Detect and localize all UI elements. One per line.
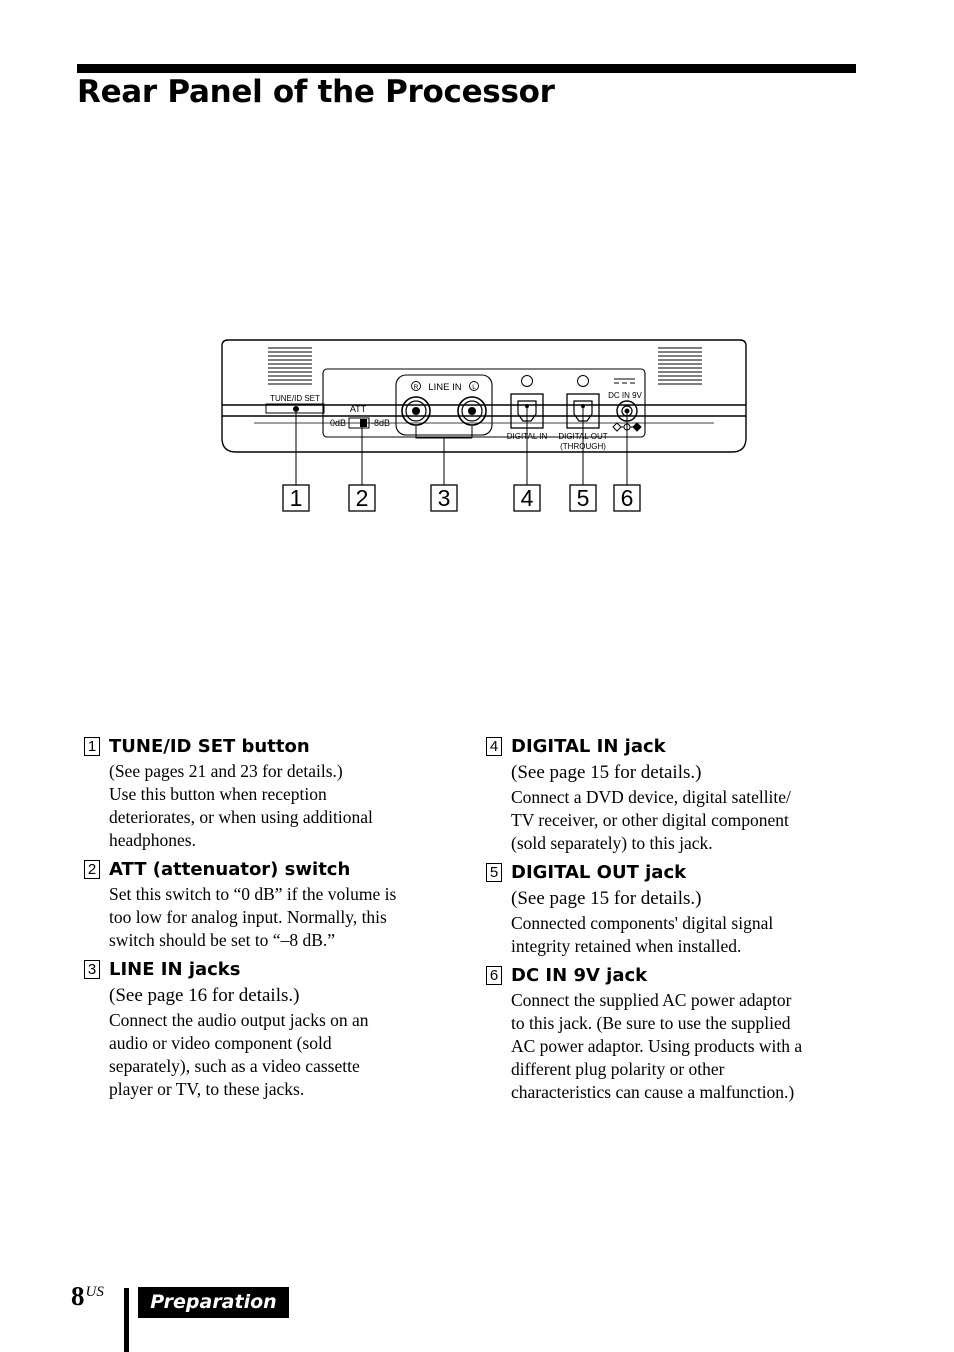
item-att-switch bbox=[84, 857, 444, 952]
att-0db-label: 0dB bbox=[329, 418, 346, 428]
item-dc-in bbox=[486, 963, 866, 1104]
vent-right bbox=[658, 348, 702, 384]
item-number: 4 bbox=[486, 737, 502, 756]
item-title: TUNE/ID SET button bbox=[109, 736, 310, 757]
line-in-label: LINE IN bbox=[428, 382, 462, 393]
item-title: ATT (attenuator) switch bbox=[109, 859, 351, 880]
item-title: DIGITAL OUT jack bbox=[511, 862, 687, 883]
item-body-line: audio or video component (sold bbox=[109, 1033, 332, 1053]
item-tune-id-set bbox=[84, 734, 444, 852]
digital-out-through-label: (THROUGH) bbox=[560, 442, 606, 451]
att-label: ATT bbox=[349, 404, 367, 414]
item-page-reference: (See page 15 for details.) bbox=[511, 762, 702, 783]
item-body-line: deteriorates, or when using additional bbox=[109, 807, 373, 827]
item-body-line: AC power adaptor. Using products with a bbox=[511, 1036, 803, 1056]
item-number: 2 bbox=[84, 860, 100, 879]
item-body-line: headphones. bbox=[109, 830, 196, 850]
item-body-line: different plug polarity or other bbox=[511, 1059, 725, 1079]
item-body-line: Connect the supplied AC power adaptor bbox=[511, 990, 792, 1010]
callout-3: 3 bbox=[437, 485, 451, 511]
item-body-line: Use this button when reception bbox=[109, 784, 327, 804]
callout-5: 5 bbox=[576, 485, 590, 511]
right-column bbox=[486, 734, 866, 1104]
item-body-line: Set this switch to “0 dB” if the volume is bbox=[109, 884, 397, 904]
item-title: LINE IN jacks bbox=[109, 959, 241, 980]
page-number-suffix: US bbox=[85, 1284, 104, 1300]
item-body-line: Connect a DVD device, digital satellite/ bbox=[511, 787, 791, 807]
item-page-reference: (See page 16 for details.) bbox=[109, 985, 300, 1006]
item-line-in bbox=[84, 957, 444, 1101]
item-body-line: TV receiver, or other digital component bbox=[511, 810, 789, 830]
callout-6: 6 bbox=[620, 485, 634, 511]
item-number: 1 bbox=[84, 737, 100, 756]
item-number: 3 bbox=[84, 960, 100, 979]
item-body-line: player or TV, to these jacks. bbox=[109, 1079, 305, 1099]
item-body-line: Connect the audio output jacks on an bbox=[109, 1010, 369, 1030]
line-in-l-mark: L bbox=[472, 384, 476, 391]
left-column bbox=[84, 734, 444, 1101]
item-body-line: Connected components' digital signal bbox=[511, 913, 774, 933]
top-rule bbox=[77, 64, 856, 73]
item-body-line: too low for analog input. Normally, this bbox=[109, 907, 387, 927]
item-page-reference: (See page 15 for details.) bbox=[511, 888, 702, 909]
item-body-line: integrity retained when installed. bbox=[511, 936, 742, 956]
rear-panel-figure bbox=[215, 330, 755, 520]
item-body-line: separately), such as a video cassette bbox=[109, 1056, 360, 1076]
vent-left bbox=[268, 348, 312, 384]
section-tab: Preparation bbox=[138, 1287, 289, 1318]
item-body-line: (sold separately) to this jack. bbox=[511, 833, 713, 853]
att-8db-label: -8dB bbox=[371, 418, 391, 428]
callout-1: 1 bbox=[289, 485, 303, 511]
item-digital-out bbox=[486, 860, 866, 958]
tune-id-set-label: TUNE/ID SET bbox=[270, 394, 320, 403]
digital-out-label: DIGITAL OUT bbox=[558, 432, 608, 441]
dc-in-label: DC IN 9V bbox=[608, 391, 642, 400]
item-title: DIGITAL IN jack bbox=[511, 736, 666, 757]
item-body-line: switch should be set to “–8 dB.” bbox=[109, 930, 336, 950]
footer-bar bbox=[124, 1288, 129, 1352]
item-body-line: (See pages 21 and 23 for details.) bbox=[109, 761, 343, 781]
callout-4: 4 bbox=[520, 485, 534, 511]
item-digital-in bbox=[486, 734, 866, 855]
callout-2: 2 bbox=[355, 485, 369, 511]
page-number-value: 8 bbox=[71, 1281, 85, 1311]
item-number: 6 bbox=[486, 966, 502, 985]
page-number bbox=[71, 1281, 104, 1312]
item-title: DC IN 9V jack bbox=[511, 965, 648, 986]
digital-in-label: DIGITAL IN bbox=[506, 432, 548, 441]
item-body-line: to this jack. (Be sure to use the supplied bbox=[511, 1013, 791, 1033]
page-title: Rear Panel of the Processor bbox=[77, 74, 555, 110]
line-in-r-mark: R bbox=[413, 384, 419, 391]
item-number: 5 bbox=[486, 863, 502, 882]
item-body-line: characteristics can cause a malfunction.) bbox=[511, 1082, 795, 1102]
